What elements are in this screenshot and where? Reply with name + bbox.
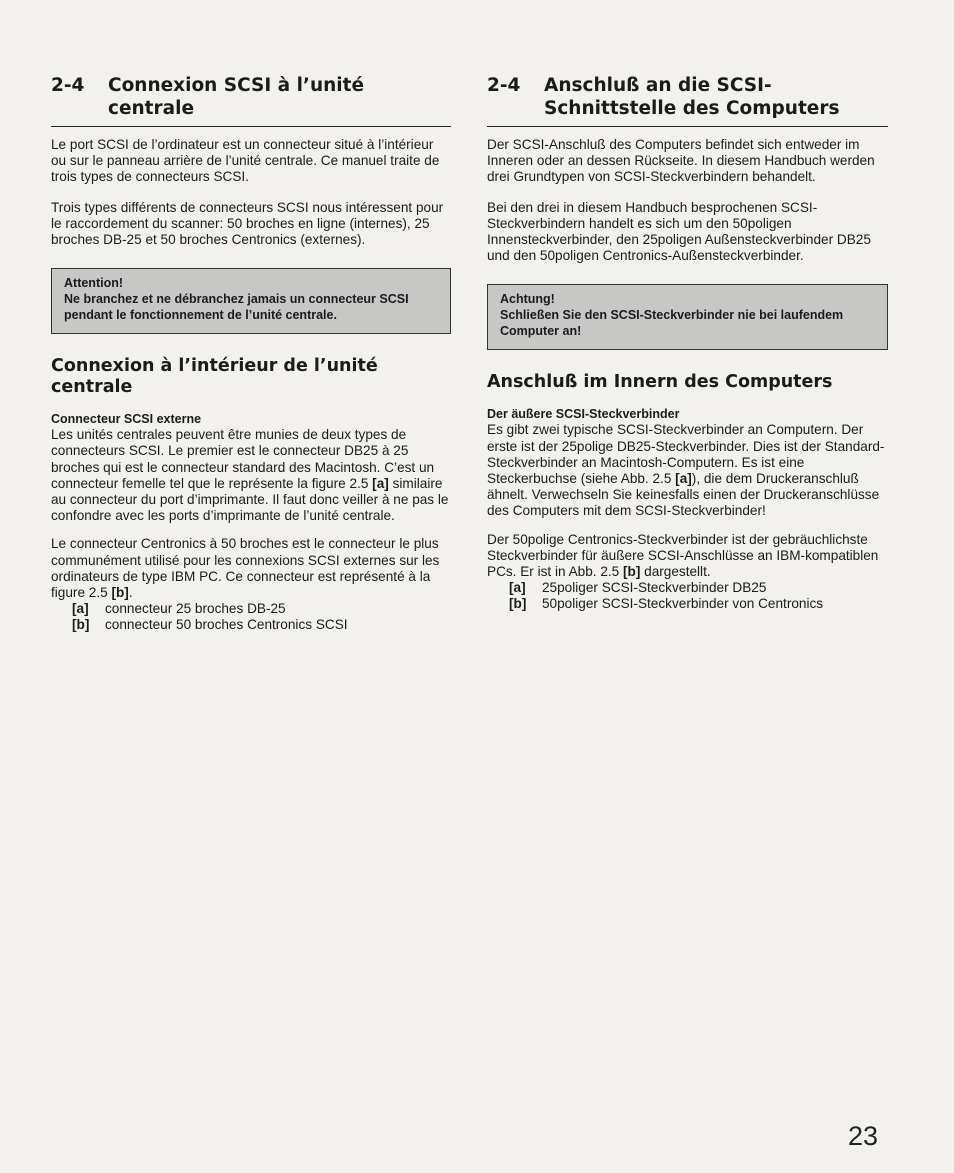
- paragraph-3: [487, 422, 888, 519]
- legend-key: [b]: [509, 596, 527, 612]
- intro-paragraph-1: Le port SCSI de l’ordinateur est un connecteur situé à l’intérieur ou sur le panneau arrière de l’unité centrale. Ce manuel traite de trois types de connecteurs SCSI.: [51, 137, 440, 185]
- figure-legend: [51, 601, 451, 633]
- section-title: Connexion SCSI à l’unité centrale: [108, 75, 365, 119]
- legend-key: [b]: [72, 617, 90, 633]
- subsection-title: Connexion à l’intérieur de l’unité centrale: [51, 356, 378, 398]
- section-title: Anschluß an die SCSI-Schnittstelle des Computers: [544, 75, 840, 119]
- attention-box: [487, 284, 888, 350]
- intro-paragraph-2: Bei den drei in diesem Handbuch besprochenen SCSI-Steckverbindern handelt es sich um den 50poligen Innensteckverbinder, den 25poligen Außensteckverbinder DB25 und den 50poligen Centronics-Außensteckverbinder.: [487, 199, 871, 264]
- section-number: 2-4: [51, 75, 85, 96]
- french-column: [51, 74, 451, 634]
- subheading: Connecteur SCSI externe: [51, 412, 202, 427]
- attention-text: Ne branchez et ne débranchez jamais un connecteur SCSI pendant le fonctionnement de l’unité centrale.: [64, 292, 409, 323]
- subheading: Der äußere SCSI-Steckverbinder: [487, 407, 680, 422]
- paragraph-4: [51, 536, 451, 601]
- figure-ref-a: [a]: [372, 475, 389, 491]
- intro-paragraph-2: Trois types différents de connecteurs SCSI nous intéressent pour le raccordement du scanner: 50 broches en ligne (internes), 25 broches DB-25 et 50 broches Centronics (externes).: [51, 199, 444, 248]
- legend-text: connecteur 25 broches DB-25: [105, 601, 286, 617]
- legend-text: 25poliger SCSI-Steckverbinder DB25: [542, 580, 767, 596]
- legend-text: connecteur 50 broches Centronics SCSI: [105, 617, 348, 633]
- legend-item: [51, 617, 451, 633]
- legend-key: [a]: [509, 580, 526, 596]
- german-column: [487, 74, 888, 613]
- paragraph-3-text-a: Les unités centrales peuvent être munies de deux types de connecteurs SCSI. Le premier est le connecteur DB25 à 25 broches qui est le connecteur standard des Macintosh. C’est un connecteur femelle tel que le représente la figure 2.5: [51, 427, 435, 491]
- paragraph-3-text-b: ), die dem Druckeranschluß ähnelt. Verwechseln Sie keinesfalls einen der Druckeranschlüsse des Computers mit dem SCSI-Steckverbinder!: [487, 471, 880, 519]
- paragraph-3-text-a: Es gibt zwei typische SCSI-Steckverbinder an Computern. Der erste ist der 25polige DB25-Steckverbinder. Dies ist der Standard-Steckverbinder an Macintosh-Computern. Es ist eine Steckerbuchse (siehe Abb. 2.5: [487, 422, 885, 487]
- legend-item: [487, 580, 888, 596]
- paragraph-3: [51, 427, 451, 524]
- paragraph-4-text-a: Le connecteur Centronics à 50 broches est le connecteur le plus communément utilisé pour les connexions SCSI externes sur les ordinateurs de type IBM PC. Ce connecteur est représenté à la figure 2.5: [51, 536, 440, 601]
- attention-box: [51, 268, 451, 334]
- attention-title: Attention!: [64, 276, 124, 291]
- attention-title: Achtung!: [500, 292, 555, 307]
- figure-ref-a: [a]: [675, 471, 692, 487]
- section-number: 2-4: [487, 75, 521, 96]
- legend-item: [51, 601, 451, 617]
- attention-text: Schließen Sie den SCSI-Steckverbinder nie bei laufendem Computer an!: [500, 308, 844, 339]
- subsection-title: Anschluß im Innern des Computers: [487, 372, 833, 393]
- section-heading: [51, 74, 451, 127]
- legend-item: [487, 596, 888, 612]
- paragraph-4-text-a: Der 50polige Centronics-Steckverbinder ist der gebräuchlichste Steckverbinder für äußere SCSI-Anschlüsse an IBM-kompatiblen PCs. Er ist in Abb. 2.5: [487, 531, 879, 580]
- section-heading: [487, 74, 888, 127]
- paragraph-4-text-b: dargestellt.: [640, 564, 711, 580]
- paragraph-4: [487, 532, 888, 581]
- figure-legend: [487, 580, 888, 612]
- figure-ref-b: [b]: [623, 564, 641, 580]
- figure-ref-b: [b]: [111, 585, 129, 601]
- page-number: 23: [848, 1121, 879, 1151]
- legend-text: 50poliger SCSI-Steckverbinder von Centronics: [542, 596, 824, 612]
- intro-paragraph-1: Der SCSI-Anschluß des Computers befindet sich entweder im Inneren oder an dessen Rückseite. In diesem Handbuch werden drei Grundtypen von SCSI-Steckverbindern behandelt.: [487, 137, 875, 185]
- paragraph-3-text-b: similaire au connecteur du port d’imprimante. Il faut donc veiller à ne pas le confondre avec les ports d’imprimante de l’unité centrale.: [51, 475, 449, 524]
- paragraph-4-text-b: .: [128, 585, 133, 601]
- legend-key: [a]: [72, 601, 89, 617]
